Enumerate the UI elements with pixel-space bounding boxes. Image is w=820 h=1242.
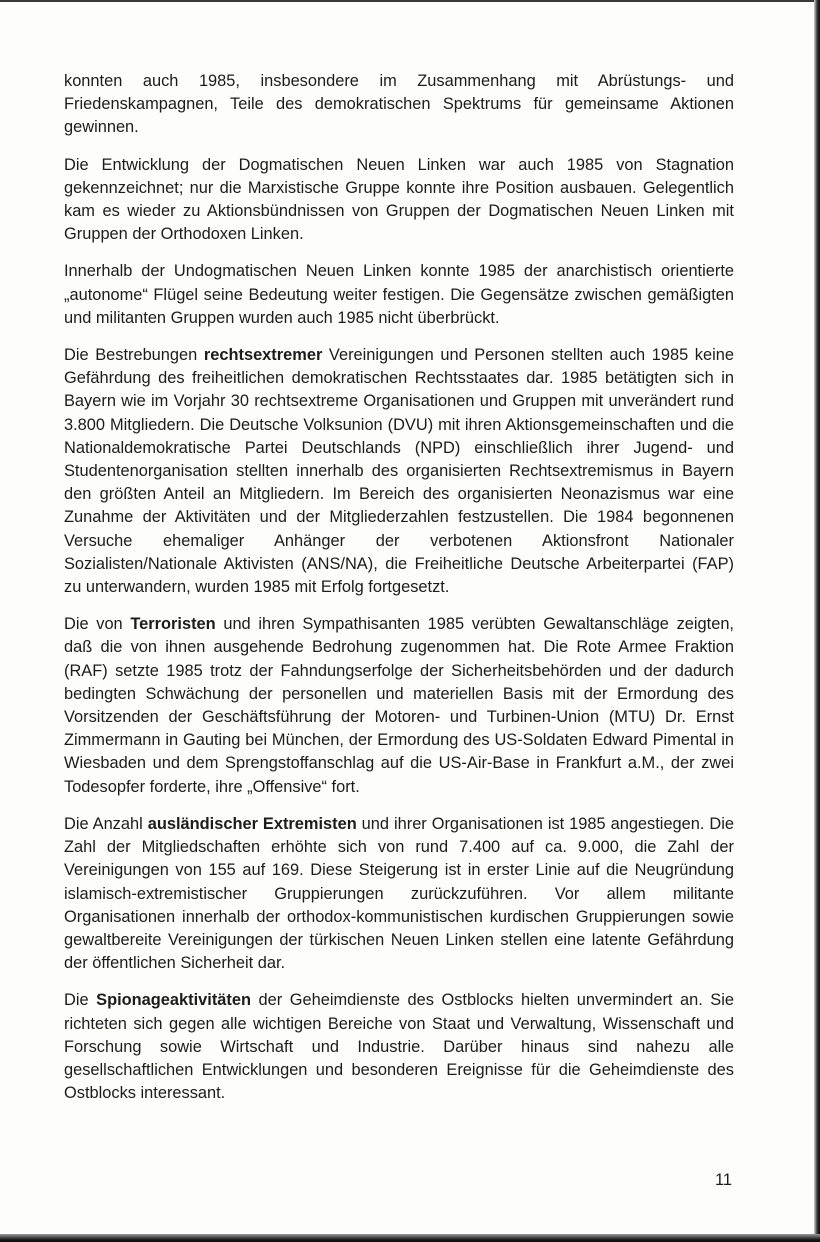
paragraph-6-lead: Die Anzahl [64, 814, 148, 833]
paragraph-1 [64, 70, 734, 140]
paragraph-7-lead: Die [64, 991, 97, 1010]
paragraph-3 [64, 260, 734, 330]
page-edge-right [814, 0, 820, 1242]
paragraph-2 [64, 154, 734, 247]
paragraph-3-text: Innerhalb der Undogmatischen Neuen Linken konnte 1985 der anarchistisch orientierte „autonome“ Flügel seine Bedeutung weiter festigen. Die Gegensätze zwischen gemäßigten und militanten Gruppen wurden auch 1985 nicht überbrückt. [64, 262, 734, 327]
paragraph-5-lead: Die von [64, 615, 131, 634]
body-text [64, 70, 734, 1119]
paragraph-4-lead: Die Bestrebungen [64, 346, 204, 365]
page-edge-bottom [0, 1234, 820, 1242]
paragraph-1-text: konnten auch 1985, insbesondere im Zusammenhang mit Abrüstungs- und Friedenskampagnen, Teile des demokratischen Spektrums für gemeinsame Aktionen gewinnen. [64, 72, 734, 137]
page-edge-top [0, 0, 820, 2]
paragraph-auslaender-extremismus [64, 813, 734, 975]
keyword-rechtsextremer: rechtsextremer [203, 346, 323, 365]
paragraph-spionage [64, 989, 734, 1105]
keyword-terroristen: Terroristen [130, 615, 216, 634]
paragraph-2-text: Die Entwicklung der Dogmatischen Neuen Linken war auch 1985 von Stagnation gekennzeichnet; nur die Marxistische Gruppe konnte ihre Position ausbauen. Gelegentlich kam es wieder zu Aktionsbündnissen von Gruppen der Dogmatischen Neuen Linken mit Gruppen der Orthodoxen Linken. [64, 155, 734, 244]
paragraph-7-text: der Geheimdienste des Ostblocks hielten unvermindert an. Sie richteten sich gegen alle wichtigen Bereiche von Staat und Verwaltung, Wissenschaft und Forschung sowie Wirtschaft und Industrie. Darüber hinaus sind nahezu alle gesellschaftlichen Entwicklungen und besonderen Ereignisse für die Geheimdienste des Ostblocks interessant. [64, 991, 734, 1103]
paragraph-6-text: und ihrer Organisationen ist 1985 angestiegen. Die Zahl der Mitgliedschaften erhöhte sich von rund 7.400 auf ca. 9.000, die Zahl der Vereinigungen von 155 auf 169. Diese Steigerung ist in erster Linie auf die Neugründung islamisch-extremistischer Gruppierungen zurückzuführen. Vor allem militante Organisationen innerhalb der orthodox-kommunistischen kurdischen Gruppierungen sowie gewaltbereite Vereinigungen der türkischen Neuen Linken stellen eine latente Gefährdung der öffentlichen Sicherheit dar. [64, 814, 734, 973]
paragraph-terrorismus [64, 613, 734, 799]
keyword-spionageaktivitaeten: Spionageaktivitäten [96, 991, 251, 1010]
page-number: 11 [714, 1171, 732, 1189]
keyword-auslaendischer-extremisten: ausländischer Extremisten [147, 814, 357, 833]
paragraph-5-text: und ihren Sympathisanten 1985 verübten Gewaltanschläge zeigten, daß die von ihnen ausgehende Bedrohung zugenommen hat. Die Rote Armee Fraktion (RAF) setzte 1985 trotz der Fahndungserfolge der Sicherheitsbehörden und der dadurch bedingten Schwächung der personellen und materiellen Basis mit der Ermordung des Vorsitzenden der Geschäftsführung der Motoren- und Turbinen-Union (MTU) Dr. Ernst Zimmermann in Gauting bei München, der Ermordung des US-Soldaten Edward Pimental in Wiesbaden und dem Sprengstoffanschlag auf die US-Air-Base in Frankfurt a.M., der zwei Todesopfer forderte, ihre „Offensive“ fort. [64, 615, 734, 796]
paragraph-rechtsextremismus [64, 344, 734, 599]
paragraph-4-text: Vereinigungen und Personen stellten auch 1985 keine Gefährdung des freiheitlichen demokratischen Rechtsstaates dar. 1985 betätigten sich in Bayern wie im Vorjahr 30 rechtsextreme Organisationen und Gruppen mit unverändert rund 3.800 Mitgliedern. Die Deutsche Volksunion (DVU) mit ihren Aktionsgemeinschaften und die Nationaldemokratische Partei Deutschlands (NPD) einschließlich ihrer Jugend- und Studentenorganisation stellten innerhalb des organisierten Rechtsextremismus in Bayern den größten Anteil an Mitgliedern. Im Bereich des organisierten Neonazismus war eine Zunahme der Aktivitäten und der Mitgliederzahlen festzustellen. Die 1984 begonnenen Versuche ehemaliger Anhänger der verbotenen Aktionsfront Nationaler Sozialisten/Nationale Aktivisten (ANS/NA), die Freiheitliche Deutsche Arbeiterpartei (FAP) zu unterwandern, wurden 1985 mit Erfolg fortgesetzt. [64, 346, 734, 597]
